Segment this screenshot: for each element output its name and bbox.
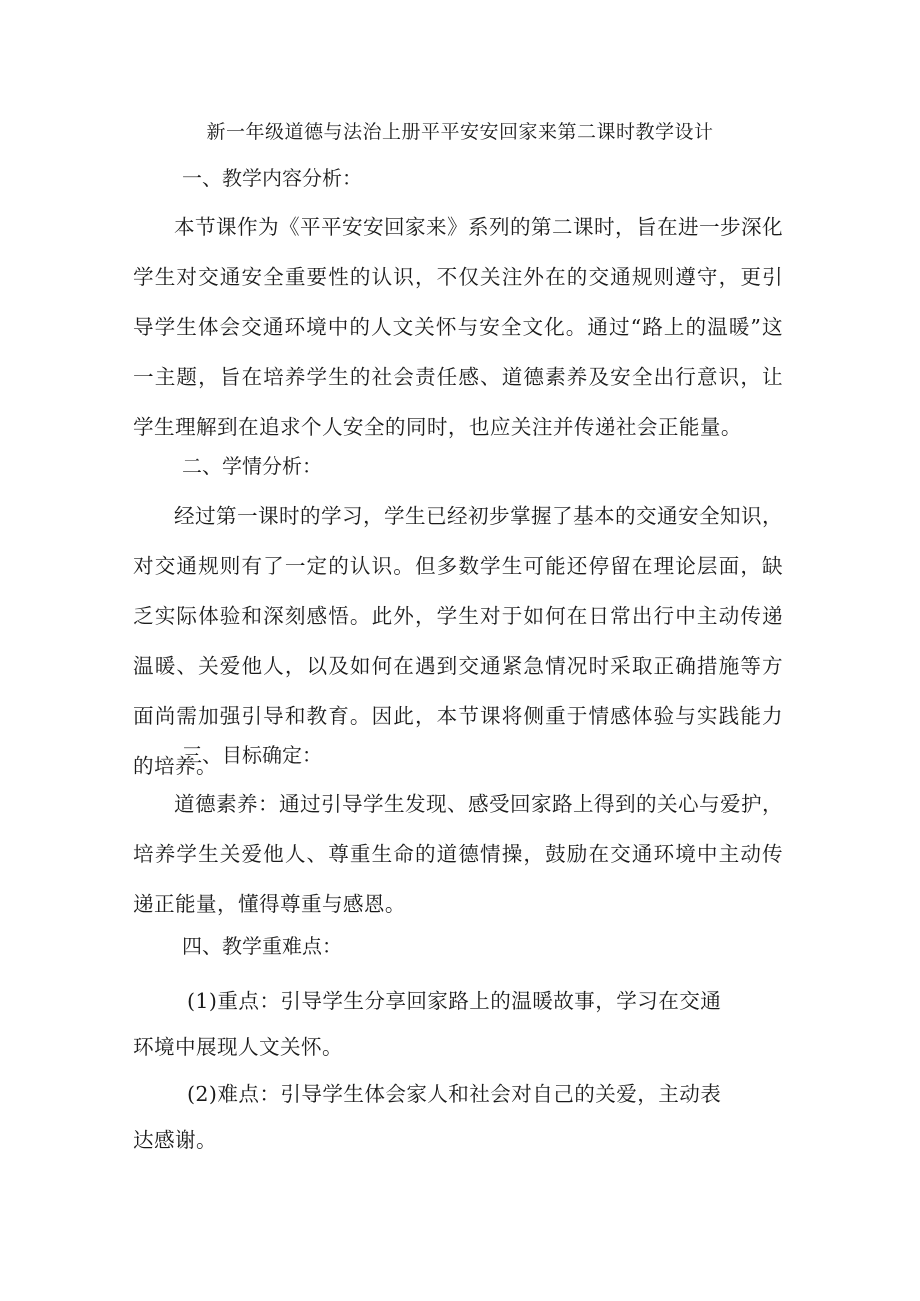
section-heading-content-analysis: 一、教学内容分析：: [182, 166, 362, 190]
list-item-difficult-point: (2)难点：引导学生体会家人和社会对自己的关爱，主动表达感谢。: [133, 1082, 722, 1152]
section-paragraph-objectives: 道德素养：通过引导学生发现、感受回家路上得到的关心与爱护，培养学生关爱他人、尊重生命的道德情操，鼓励在交通环境中主动传递正能量，懂得尊重与感恩。: [133, 792, 783, 916]
document-title: 新一年级道德与法治上册平平安安回家来第二课时教学设计: [206, 121, 714, 143]
section-heading-learner-analysis: 二、学情分析：: [182, 454, 322, 478]
section-heading-objectives: 三、目标确定：: [182, 743, 322, 767]
section-paragraph-content-analysis: 本节课作为《平平安安回家来》系列的第二课时，旨在进一步深化学生对交通安全重要性的认识，不仅关注外在的交通规则遵守，更引导学生体会交通环境中的人文关怀与安全文化。通过“路上的温暖”这一主题，旨在培养学生的社会责任感、道德素养及安全出行意识，让学生理解到在追求个人安全的同时，也应关注并传递社会正能量。: [133, 215, 783, 439]
section-heading-key-points: 四、教学重难点：: [182, 934, 342, 958]
section-paragraph-learner-analysis: 经过第一课时的学习，学生已经初步掌握了基本的交通安全知识，对交通规则有了一定的认识。但多数学生可能还停留在理论层面，缺乏实际体验和深刻感悟。此外，学生对于如何在日常出行中主动传递温暖、关爱他人，以及如何在遇到交通紧急情况时采取正确措施等方面尚需加强引导和教育。因此，本节课将侧重于情感体验与实践能力的培养。: [133, 504, 783, 778]
list-item-key-point: (1)重点：引导学生分享回家路上的温暖故事，学习在交通环境中展现人文关怀。: [133, 989, 722, 1059]
